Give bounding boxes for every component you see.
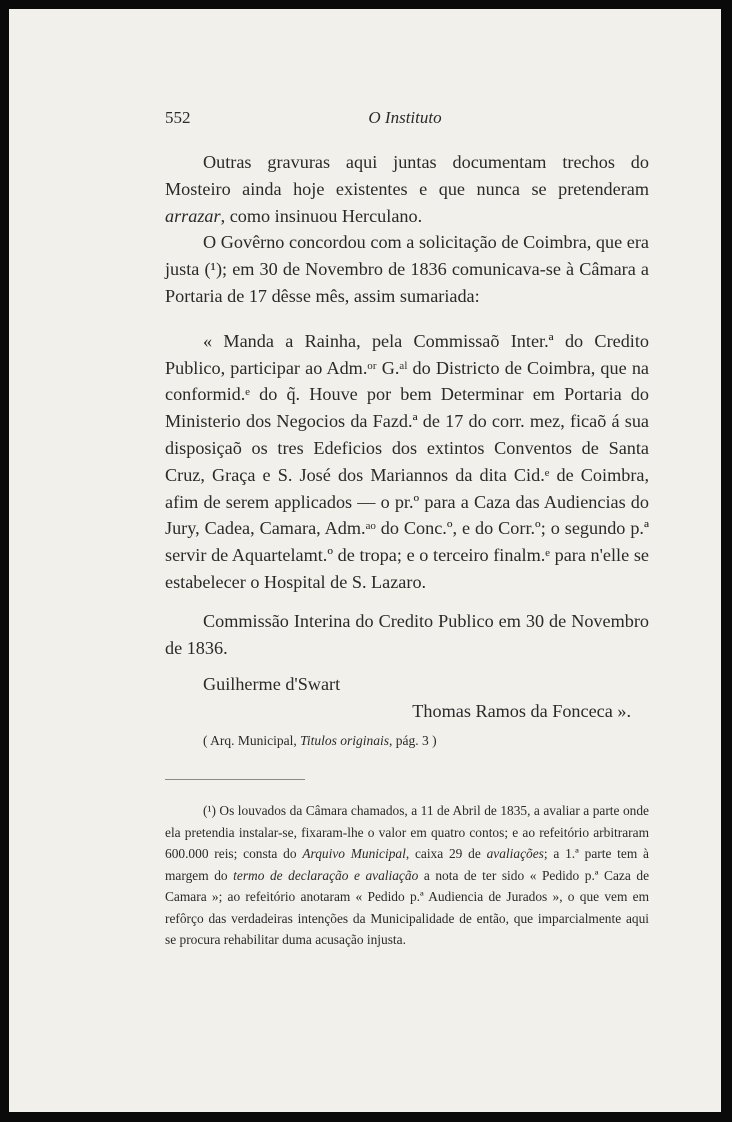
footnote-italic-termo: termo de declaração e avaliação bbox=[233, 867, 419, 883]
paragraph-gravuras-italic: arrazar bbox=[165, 205, 221, 226]
source-citation-end: , pág. 3 ) bbox=[389, 732, 437, 748]
paragraph-gravuras-text: Outras gravuras aqui juntas documentam trechos do Mosteiro ainda hoje existentes e que nunca se pretenderam bbox=[165, 152, 649, 199]
source-citation-title: Titulos originais bbox=[300, 732, 390, 748]
source-citation-start: ( Arq. Municipal, bbox=[203, 732, 301, 748]
page-header bbox=[165, 108, 645, 132]
running-title: O Instituto bbox=[368, 108, 442, 127]
signature-guilherme: Guilherme d'Swart bbox=[203, 674, 341, 695]
signature-thomas: Thomas Ramos da Fonceca ». bbox=[412, 701, 631, 722]
footnote-text-2: , caixa 29 de bbox=[405, 846, 487, 861]
footnote-text-1: (¹) Os louvados da Câmara chamados, a 11 de Abril de 1835, a avaliar a parte onde ela pretendia instalar-se, fixaram-lhe o valor em quatro contos; e ao refeitório arbitraram 600.000 reis; consta do bbox=[165, 803, 649, 861]
page-number: 552 bbox=[165, 108, 191, 127]
footnote-italic-arquivo: Arquivo Municipal bbox=[302, 846, 406, 861]
body-text bbox=[165, 149, 649, 751]
footnote bbox=[165, 800, 649, 951]
footnote-italic-avaliacoes: avaliações bbox=[486, 846, 544, 861]
paragraph-gravuras-end: , como insinuou Herculano. bbox=[220, 205, 423, 226]
paragraph-governo: O Govêrno concordou com a solicitação de Coimbra, que era justa (¹); em 30 de Novembro de 1836 comunicava-se à Câmara a Portaria de 17 dêsse mês, assim sumariada: bbox=[165, 232, 649, 306]
footnote-text-3: ; a 1.ª parte tem à margem do bbox=[165, 846, 649, 883]
footnote-divider bbox=[165, 779, 305, 780]
paragraph-gravuras bbox=[165, 149, 649, 229]
quoted-portaria: « Manda a Rainha, pela Commissaõ Inter.ª do Credito Publico, participar ao Adm.ᵒʳ G.ᵃˡ do Districto de Coimbra, que na conformid.ᵉ do q̃. Houve por bem Determinar em Portaria do Ministerio dos Negocios da Fazd.ª de 17 do corr. mez, ficaõ á sua disposiçaõ os tres Edeficios dos extintos Conventos de Santa Cruz, Graça e S. José dos Mariannos da dita Cid.ᵉ de Coimbra, afim de serem applicados — o pr.º para a Caza das Audiencias do Jury, Cadea, Camara, Adm.ᵃᵒ do Conc.º, e do Corr.º; o segundo p.ª servir de Aquartelamt.º de tropa; e o terceiro finalm.ᵉ para n'elle se estabelecer o Hospital de S. Lazaro. bbox=[165, 330, 649, 592]
footnote-text-4: a nota de ter sido « Pedido p.ª Caza de Camara »; ao refeitório anotaram « Pedido p.ª Audiencia de Jurados », o que vem em refôrço das verdadeiras intenções da Municipalidade de então, que imparcialmente aqui se procura rehabilitar duma acusação injusta. bbox=[165, 867, 650, 947]
commission-signature-line: Commissão Interina do Credito Publico em 30 de Novembro de 1836. bbox=[165, 610, 649, 658]
source-citation bbox=[165, 731, 649, 751]
book-page bbox=[9, 9, 721, 1112]
